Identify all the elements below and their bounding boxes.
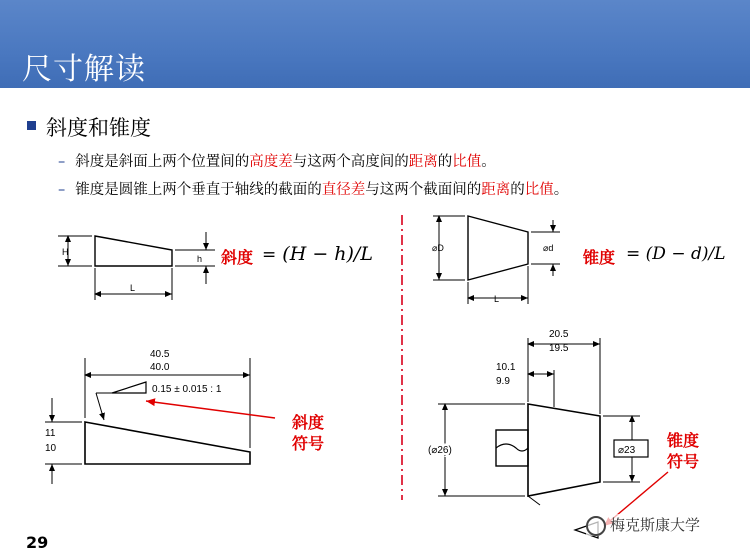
slope-formula-expr: (H − h)/L [282, 243, 373, 265]
dim-D: ⌀D [432, 243, 444, 253]
dim-40-0: 40.0 [150, 362, 170, 373]
text: 斜度是斜面上两个位置间的 [75, 154, 250, 170]
equals-sign: = [626, 244, 641, 264]
dim-dia-23: ⌀23 [618, 445, 636, 456]
text: 的 [510, 182, 525, 198]
dash-icon: – [58, 154, 66, 170]
slope-symbol-label-2: 符号 [292, 434, 325, 453]
taper-formula [626, 244, 726, 264]
text: 。 [481, 154, 496, 170]
slope-symbol-value: 0.15 ± 0.015 : 1 [152, 384, 222, 395]
dim-19-5: 19.5 [549, 343, 569, 354]
dim-20-5: 20.5 [549, 329, 569, 340]
equals-sign: = [262, 245, 277, 265]
slope-formula [262, 243, 373, 265]
highlight: 距离 [481, 182, 511, 198]
dim-d: ⌀d [543, 243, 554, 253]
dim-40-5: 40.5 [150, 349, 170, 360]
page-number: 29 [26, 533, 49, 552]
dim-10: 10 [45, 443, 57, 454]
taper-formula-expr: (D − d)/L [645, 244, 726, 264]
dim-h: h [197, 254, 203, 264]
watermark-text: 梅克斯康大学 [610, 516, 701, 534]
dim-H: H [62, 247, 69, 257]
dash-icon: – [58, 182, 66, 198]
section-heading: 斜度和锥度 [46, 116, 151, 140]
watermark [586, 514, 700, 536]
dim-L-taper: L [494, 294, 500, 304]
wechat-icon [586, 516, 606, 536]
highlight: 距离 [408, 154, 438, 170]
dim-11: 11 [45, 428, 56, 439]
taper-label: 锥度 [583, 248, 616, 267]
taper-basic-drawing [433, 216, 560, 304]
taper-symbol-label-1: 锥度 [667, 431, 700, 450]
dim-L: L [130, 283, 136, 293]
slope-basic-drawing [58, 232, 215, 300]
dim-10-1: 10.1 [496, 362, 516, 373]
slope-pointer-arrow [146, 401, 275, 418]
text: 。 [553, 182, 569, 198]
slope-example-drawing [45, 358, 250, 484]
text: 与这两个高度间的 [292, 154, 409, 170]
text: 的 [437, 154, 453, 170]
taper-symbol-label-2: 符号 [667, 452, 700, 471]
highlight: 直径差 [321, 182, 366, 198]
highlight: 比值 [524, 182, 554, 198]
slope-symbol-label-1: 斜度 [292, 413, 325, 432]
taper-example-drawing [438, 338, 648, 538]
slide-title: 尺寸解读 [22, 52, 146, 87]
highlight: 高度差 [249, 154, 293, 170]
slope-label: 斜度 [221, 248, 254, 267]
dim-9-9: 9.9 [496, 376, 510, 387]
text: 与这两个截面间的 [365, 182, 482, 198]
dim-dia-26: (⌀26) [428, 445, 452, 456]
highlight: 比值 [452, 154, 482, 170]
text: 锥度是圆锥上两个垂直于轴线的截面的 [75, 182, 322, 198]
